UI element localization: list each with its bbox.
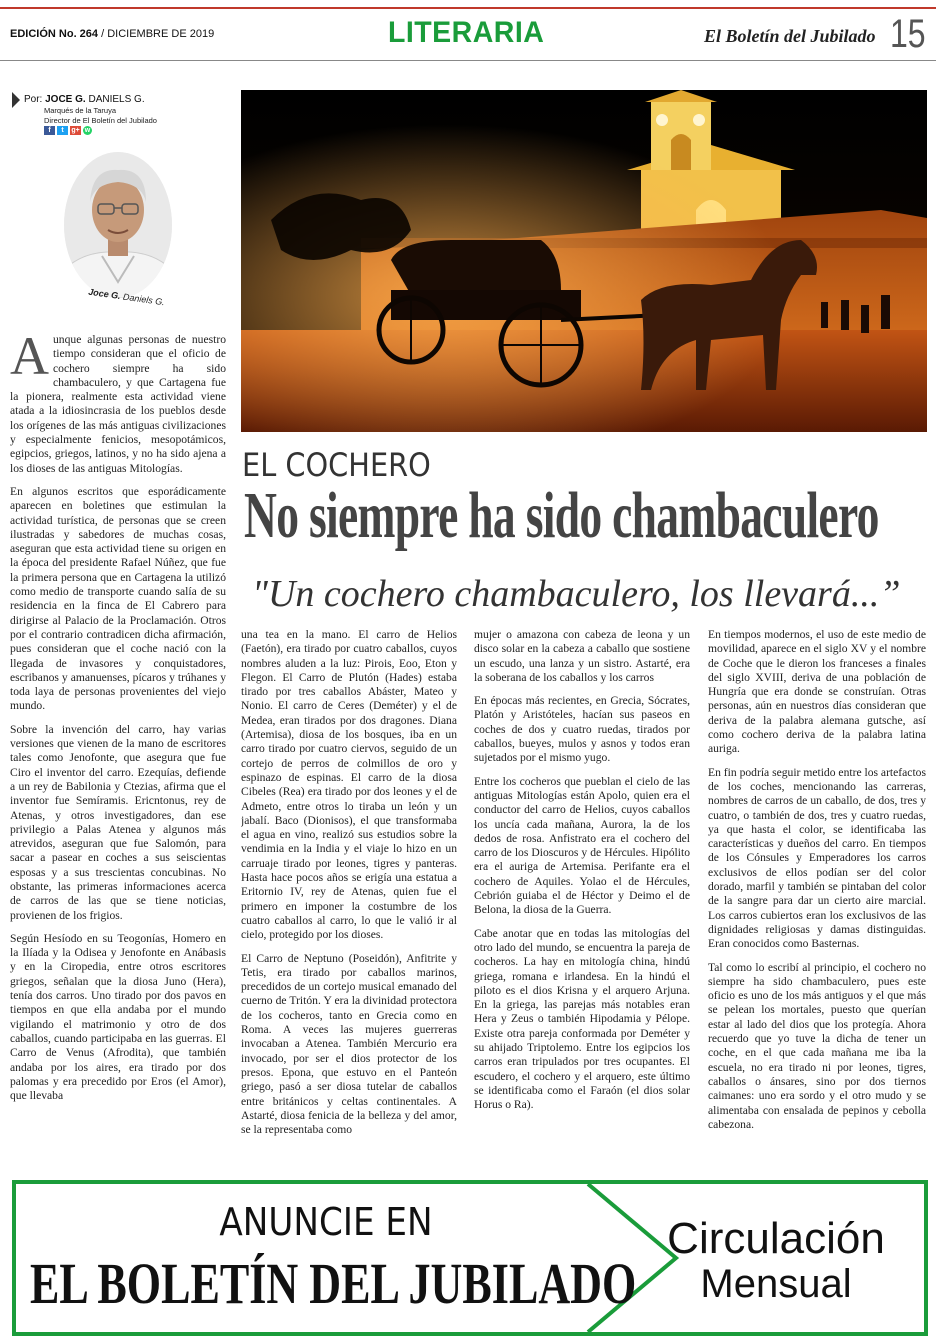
byline-arrow-icon: [12, 92, 20, 108]
article-headline: No siempre ha sido chambaculero: [244, 479, 879, 552]
page-number: 15: [890, 12, 926, 56]
photo-illustration: [241, 90, 927, 432]
ad-circulation: Circulación: [667, 1214, 885, 1263]
edition-date: / DICIEMBRE DE 2019: [101, 28, 215, 40]
paragraph: [10, 333, 226, 476]
advertisement-box[interactable]: [12, 1180, 928, 1336]
author-name-rest: DANIELS G.: [88, 94, 145, 105]
author-portrait: [64, 152, 172, 298]
byline: [24, 94, 145, 105]
paragraph: Según Hesíodo en su Teogonías, Homero en la Ilíada y la Odisea y Jenofonte en Anábasis y en la Ciropedia, entre otros escritores griegos, señalan que la diosa Juno (Hera), tenía dos carros. Uno tirado por dos pavos en tiempos en que ella andaba por el mundo vigilando el matrimonio y otro de dos caballos, cuando participaba en las guerras. El Carro de Venus (Afrodita), que también andaba por los aires, era tirado por dos palomas y era precedido por Eros (el Amor), que llevaba: [10, 931, 226, 1103]
whatsapp-icon[interactable]: w: [84, 127, 91, 134]
paragraph: Tal como lo escribí al principio, el cochero no siempre ha sido chambaculero, pues este oficio es uno de los más antiguos y el que más se pelean los mortales, puesto que querían estar al lado del dios que los protegía. Ahora recuerdo que yo tuve la dicha de tener un coche, en el que cada mañana me iba la escuela, no era tirado ni por leones, tigres, caballos o ánsares, sino por dos tiernos caimanes: uno era sordo y el otro mudo y se alimentaba con ensalada de pepinos y cebolla cabezona.: [708, 960, 926, 1131]
author-title-2: Director de El Boletín del Jubilado: [44, 116, 157, 125]
paragraph: Entre los cocheros que pueblan el cielo de las antiguas Mitologías están Apolo, quien era el conductor del carro de Helios, cuyos caballos los uncía cada mañana, Aurora, la de los dedos de rosa. Anfistrato era el cochero del carro de los Dioscuros y de Hércules. Hipólito era el auriga de Artemisa. Perifante era el cochero de Aquiles. Yolao el de Hércules, Cebrión guiaba el de Héctor y Deimo el de Belona, la diosa de la Guerra.: [474, 774, 690, 917]
paragraph: El Carro de Neptuno (Poseidón), Anfitrite y Tetis, era tirado por caballos marinos, precedidos de un cortejo musical emanado del cuerno de Tritón. Y era la divinidad protectora de los cocheros, tanto en Grecia como en Roma. A veces las mujeres guerreras invocaban a Atenea. También Mercurio era invocado, por ser el dios protector de los presos. Epona, que estuvo en el Panteón griego, pasó a ser diosa tutelar de caballos entre británicos y celtas continentales. A Astarté, diosa fenicia de la belleza y del amor, se la representaba como: [241, 951, 457, 1137]
header-top-rule: [0, 7, 936, 9]
edition-number: No. 264: [58, 28, 99, 40]
author-name-bold: JOCE G.: [45, 94, 86, 105]
article-column-2: [241, 628, 457, 1173]
edition-info: [10, 28, 214, 40]
newspaper-name: El Boletín del Jubilado: [704, 26, 876, 46]
paragraph: una tea en la mano. El carro de Helios (Faetón), era tirado por cuatro caballos, cuyos nombres aluden a la luz: Pirois, Eoo, Eton y Flegon. El Carro de Plutón (Hades) estaba tirado por tres caballos Abáster, Mateo y Nonio. El carro de Ceres (Deméter) y el de Medea, eran tirados por dos dragones. Diana (Artemisa), diosa de los bosques, iba en un carro tirado por cuatro ciervos, seguido de un cortejo de perros de colmillos de oro y espinazo de espinas. El carro de la diosa Cibeles (Rea) era tirado por dos leones y el de Admeto, entre otros lo tiraba un león y un jabalí. Baco (Dionisos), el que transformaba el agua en vino, realizó sus estudios sobre la vendimia en la India y el viaje lo hizo en un carruaje tirado por leones, tigres y panteras. Hasta hace pocos años se erigía una estatua a Eritornio IV, rey de Atenas, quien fue el primero en imponer la costumbre de los cuatro caballos al carro, lo que le valió ir al cielo, protegido por los dioses.: [241, 628, 457, 942]
article-column-1: [10, 333, 226, 1173]
header-bottom-rule: [0, 60, 936, 61]
author-title-1: Marqués de la Taruya: [44, 106, 116, 115]
article-kicker: EL COCHERO: [242, 446, 431, 484]
paragraph: Cabe anotar que en todas las mitologías del otro lado del mundo, se encuentra la pareja de cocheros. La hay en mitología china, hindú griega, romana e irlandesa. En la hindú el piloto es el dios Krisna y el arquero Arjuna. En la griega, las parejas más notables eran Hera y Zeus o también Hipodamia y Pélope. Existe otra pareja conformada por Deméter y su ahijado Triptolemo. Entre los egipcios los carros eran tripulados por tres ocupantes. El escudero, el cochero y el arquero, este último se identificaba como el Faraón (el dios solar Horus o Ra).: [474, 926, 690, 1112]
twitter-icon[interactable]: t: [57, 126, 68, 135]
ad-line-1: ANUNCIE EN: [219, 1200, 433, 1244]
section-title: LITERARIA: [388, 16, 545, 49]
dropcap: A: [10, 333, 49, 386]
social-icons: [44, 126, 92, 135]
paragraph: En algunos escritos que esporádicamente aparecen en boletines que estimulan la actividad turística, de personas que se creen ilustradas y sabedores de muchas cosas, aseguran que esta actividad tiene su origen en la época del presidente Rafael Núñez, que fue la primera persona que en Cartagena la utilizó como medio de transporte cuando salía de su residencia en la finca de El Cabrero para dirigirse al Palacio de la Proclamación. Otros por el contrario contradicen dicha afirmación, pues consideran que el coche nació con la llegada de invasores y conquistadores, escribanos y amanuenses, pícaros y trúhanes y toda laya de personas provenientes del viejo mundo.: [10, 484, 226, 713]
portrait-illustration: [64, 152, 172, 298]
portrait-caption-bold: Joce G.: [87, 286, 122, 302]
portrait-caption-rest: Daniels G.: [122, 291, 166, 308]
article-column-3: [474, 628, 690, 1173]
article-subheadline: "Un cochero chambaculero, los llevará...”: [252, 573, 901, 615]
article-photo: [241, 90, 927, 432]
paragraph: En fin podría seguir metido entre los artefactos de los coches, mencionando las carreras, nombres de carros de un caballo, de dos, tres y cuatro, o también de dos, tres y cuatro ruedas, ya que hasta el color, se identificaba las características y dueños del carro. En tiempos de los Cónsules y Emperadores los carros exclusivos de ellos podían ser del color dorado, marfil y también se pintaban del color de la sangre para dar un cierto aire marcial. Los carros cubiertos eran los exclusivos de las dignidades religiosas y damas distinguidas. Eran conocidos como Basternas.: [708, 765, 926, 951]
paragraph: En tiempos modernos, el uso de este medio de movilidad, aparece en el siglo XV y el nombre de Coche que le dieron los franceses a finales del siglo XVIII, deriva de una población de Hungría que era donde se construían. Otras personas, aún en nuestros días consideran que deriva de la palabra alemana gutsche, así como cochero deriva de la palabra latina auriga.: [708, 628, 926, 756]
edition-label: EDICIÓN: [10, 28, 56, 40]
paragraph: En épocas más recientes, en Grecia, Sócrates, Platón y Aristóteles, hacían sus paseos en coches de dos y cuatro ruedas, tirados por caballos, bueyes, mulos y asnos y todos eran sujetados por el mismo yugo.: [474, 694, 690, 765]
ad-line-2: EL BOLETÍN DEL JUBILADO: [30, 1251, 637, 1316]
article-column-4: [708, 628, 926, 1173]
paragraph-text: unque algunas personas de nuestro tiempo consideran que el oficio de cochero siempre ha sido chambaculero, y que Cartagena fue la pionera, realmente esta actividad viene atada a la idiosincrasia de los pueblos desde los orígenes de las más antiguas civilizaciones y especialmente fenicios, mesopotámicos, egipcios, griegos, latinos, y no ha sido ajena a los dioses de las antiguas Mitologías.: [10, 333, 226, 475]
paragraph: Sobre la invención del carro, hay varias versiones que vienen de la mano de escritores tales como Jenofonte, que asegura que fue Ciro el inventor del carro. Ezequías, defiende a un rey de Babilonia y Ctezias, afirma que el inventor fue Semíramis. Ericntonus, rey de Atenas, y otros investigadores, dan ese privilegio a Palas Atenea y algunos más atrevidos, aseguran que fue Salomón, para sacar a pasear en coches a sus seiscientas esposas y a sus trescientas concubinas. No obstante, las primeras informaciones acerca de carros de las que se tiene noticias, provienen de los frigios.: [10, 722, 226, 922]
paragraph: mujer o amazona con cabeza de leona y un disco solar en la cabeza a caballo que sostiene un escudo, una lanza y un sistro. Astarté, era la soberana de los caballos y los carros: [474, 628, 690, 684]
byline-label: Por:: [24, 94, 43, 105]
ad-monthly: Mensual: [700, 1262, 852, 1306]
facebook-icon[interactable]: f: [44, 126, 55, 135]
googleplus-icon[interactable]: g+: [71, 127, 80, 134]
